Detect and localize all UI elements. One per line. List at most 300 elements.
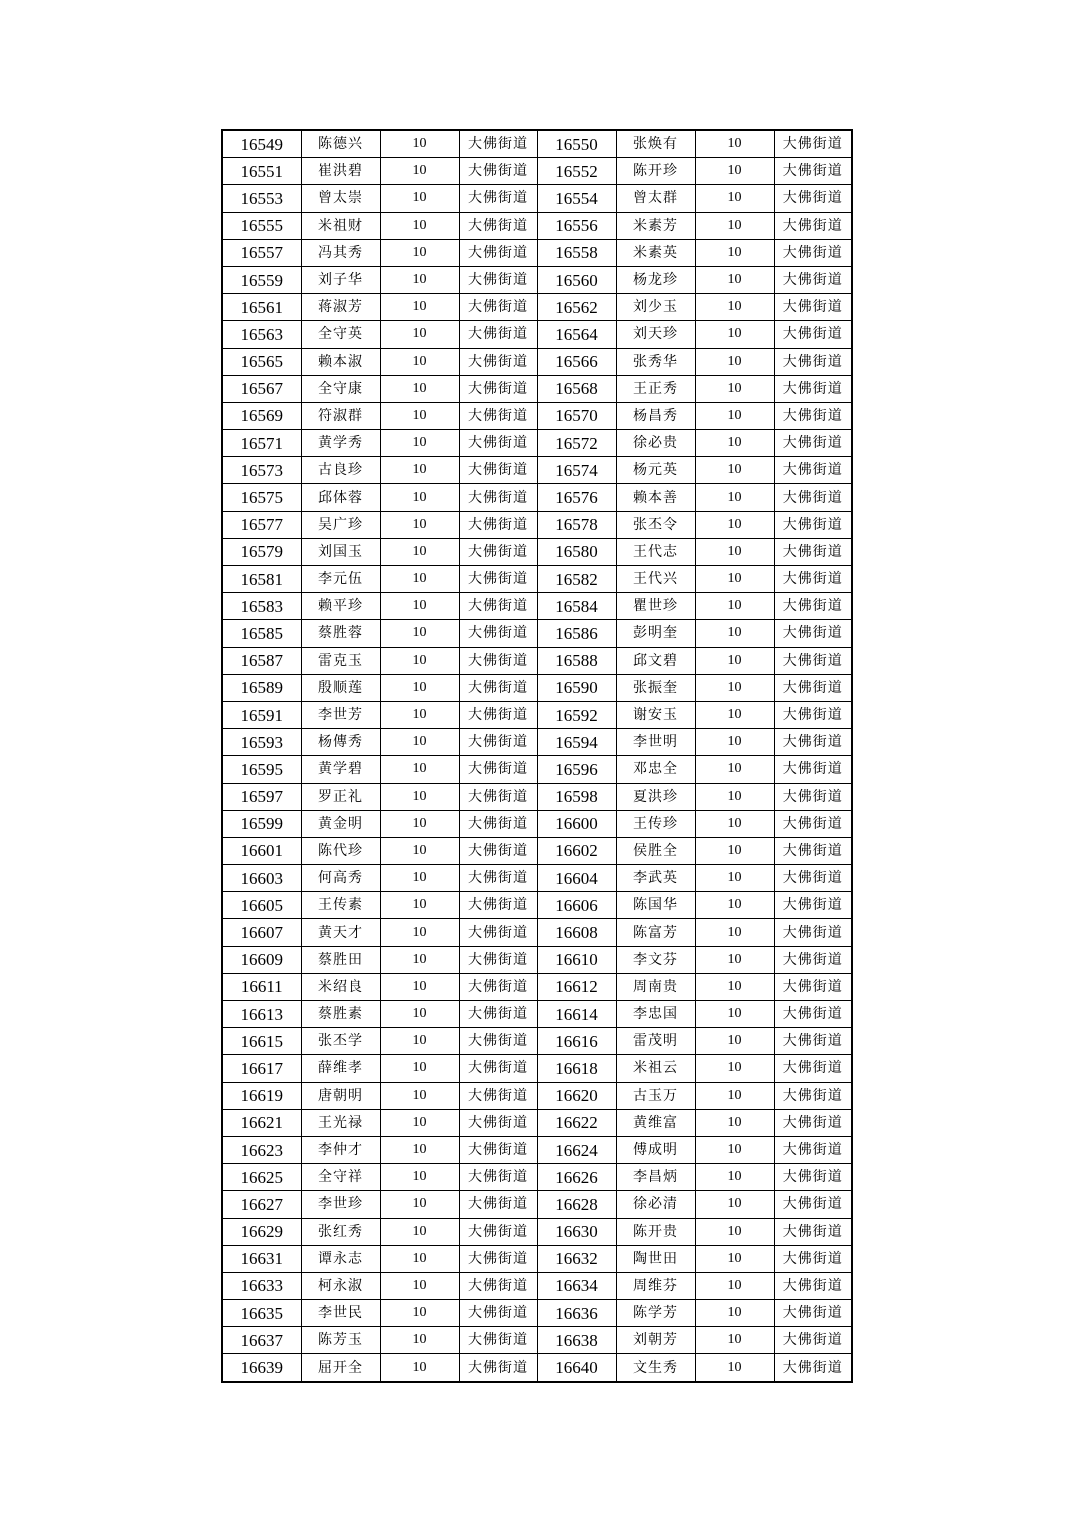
- area-name: 大佛街道: [774, 1272, 852, 1299]
- person-name: 米祖云: [616, 1055, 695, 1082]
- record-number: 16597: [222, 783, 301, 810]
- person-name: 柯永淑: [301, 1272, 380, 1299]
- table-row: [222, 973, 852, 1000]
- record-number: 16564: [537, 321, 616, 348]
- table-row: [222, 1028, 852, 1055]
- person-name: 吴广珍: [301, 511, 380, 538]
- amount-value: 10: [695, 511, 774, 538]
- person-name: 王传素: [301, 892, 380, 919]
- area-name: 大佛街道: [774, 212, 852, 239]
- amount-value: 10: [380, 294, 459, 321]
- person-name: 赖本淑: [301, 348, 380, 375]
- amount-value: 10: [380, 1245, 459, 1272]
- person-name: 邱文碧: [616, 647, 695, 674]
- person-name: 杨昌秀: [616, 402, 695, 429]
- amount-value: 10: [695, 185, 774, 212]
- record-number: 16556: [537, 212, 616, 239]
- record-number: 16612: [537, 973, 616, 1000]
- record-number: 16567: [222, 375, 301, 402]
- person-name: 古良珍: [301, 457, 380, 484]
- person-name: 陈学芳: [616, 1300, 695, 1327]
- record-number: 16579: [222, 538, 301, 565]
- record-number: 16606: [537, 892, 616, 919]
- area-name: 大佛街道: [774, 158, 852, 185]
- record-number: 16627: [222, 1191, 301, 1218]
- record-number: 16591: [222, 701, 301, 728]
- area-name: 大佛街道: [774, 430, 852, 457]
- area-name: 大佛街道: [459, 511, 537, 538]
- person-name: 李世民: [301, 1300, 380, 1327]
- table-row: [222, 402, 852, 429]
- table-row: [222, 647, 852, 674]
- table-row: [222, 1055, 852, 1082]
- person-name: 侯胜全: [616, 837, 695, 864]
- area-name: 大佛街道: [774, 484, 852, 511]
- table-row: [222, 620, 852, 647]
- person-name: 全守康: [301, 375, 380, 402]
- record-number: 16601: [222, 837, 301, 864]
- amount-value: 10: [695, 973, 774, 1000]
- amount-value: 10: [695, 1300, 774, 1327]
- record-number: 16607: [222, 919, 301, 946]
- amount-value: 10: [695, 674, 774, 701]
- person-name: 谭永志: [301, 1245, 380, 1272]
- person-name: 米祖财: [301, 212, 380, 239]
- area-name: 大佛街道: [459, 783, 537, 810]
- person-name: 夏洪珍: [616, 783, 695, 810]
- person-name: 黄维富: [616, 1109, 695, 1136]
- person-name: 米素芳: [616, 212, 695, 239]
- area-name: 大佛街道: [459, 1082, 537, 1109]
- table-row: [222, 266, 852, 293]
- area-name: 大佛街道: [459, 837, 537, 864]
- amount-value: 10: [695, 729, 774, 756]
- table-row: [222, 783, 852, 810]
- area-name: 大佛街道: [459, 294, 537, 321]
- record-number: 16623: [222, 1136, 301, 1163]
- record-number: 16582: [537, 566, 616, 593]
- area-name: 大佛街道: [459, 1109, 537, 1136]
- area-name: 大佛街道: [459, 321, 537, 348]
- amount-value: 10: [695, 701, 774, 728]
- person-name: 李仲才: [301, 1136, 380, 1163]
- record-number: 16559: [222, 266, 301, 293]
- record-number: 16614: [537, 1001, 616, 1028]
- record-number: 16565: [222, 348, 301, 375]
- record-number: 16549: [222, 130, 301, 158]
- record-number: 16560: [537, 266, 616, 293]
- record-number: 16570: [537, 402, 616, 429]
- area-name: 大佛街道: [774, 620, 852, 647]
- area-name: 大佛街道: [774, 185, 852, 212]
- amount-value: 10: [695, 919, 774, 946]
- person-name: 陈开珍: [616, 158, 695, 185]
- table-row: [222, 837, 852, 864]
- person-name: 陈芳玉: [301, 1327, 380, 1354]
- area-name: 大佛街道: [459, 1001, 537, 1028]
- area-name: 大佛街道: [459, 212, 537, 239]
- record-number: 16590: [537, 674, 616, 701]
- amount-value: 10: [380, 1327, 459, 1354]
- person-name: 陈开贵: [616, 1218, 695, 1245]
- person-name: 周南贵: [616, 973, 695, 1000]
- person-name: 李文芬: [616, 946, 695, 973]
- area-name: 大佛街道: [459, 973, 537, 1000]
- record-number: 16624: [537, 1136, 616, 1163]
- amount-value: 10: [695, 1272, 774, 1299]
- table-row: [222, 865, 852, 892]
- person-name: 李世珍: [301, 1191, 380, 1218]
- person-name: 米素英: [616, 239, 695, 266]
- record-number: 16598: [537, 783, 616, 810]
- area-name: 大佛街道: [459, 1327, 537, 1354]
- person-name: 黄学碧: [301, 756, 380, 783]
- area-name: 大佛街道: [774, 810, 852, 837]
- area-name: 大佛街道: [459, 674, 537, 701]
- record-number: 16575: [222, 484, 301, 511]
- record-number: 16587: [222, 647, 301, 674]
- amount-value: 10: [380, 729, 459, 756]
- person-name: 王传珍: [616, 810, 695, 837]
- area-name: 大佛街道: [459, 158, 537, 185]
- area-name: 大佛街道: [774, 511, 852, 538]
- record-number: 16592: [537, 701, 616, 728]
- area-name: 大佛街道: [774, 701, 852, 728]
- amount-value: 10: [695, 1136, 774, 1163]
- amount-value: 10: [380, 1082, 459, 1109]
- amount-value: 10: [380, 566, 459, 593]
- area-name: 大佛街道: [459, 620, 537, 647]
- record-number: 16584: [537, 593, 616, 620]
- record-number: 16608: [537, 919, 616, 946]
- area-name: 大佛街道: [459, 1245, 537, 1272]
- table-row: [222, 810, 852, 837]
- table-row: [222, 538, 852, 565]
- person-name: 徐必清: [616, 1191, 695, 1218]
- person-name: 王代兴: [616, 566, 695, 593]
- record-number: 16555: [222, 212, 301, 239]
- table-row: [222, 1327, 852, 1354]
- amount-value: 10: [695, 1245, 774, 1272]
- person-name: 屈开全: [301, 1354, 380, 1382]
- record-number: 16604: [537, 865, 616, 892]
- record-number: 16589: [222, 674, 301, 701]
- table-row: [222, 130, 852, 158]
- area-name: 大佛街道: [774, 239, 852, 266]
- area-name: 大佛街道: [774, 348, 852, 375]
- record-number: 16635: [222, 1300, 301, 1327]
- person-name: 傅成明: [616, 1136, 695, 1163]
- area-name: 大佛街道: [459, 538, 537, 565]
- area-name: 大佛街道: [459, 430, 537, 457]
- person-name: 彭明奎: [616, 620, 695, 647]
- amount-value: 10: [695, 484, 774, 511]
- person-name: 徐必贵: [616, 430, 695, 457]
- table-row: [222, 375, 852, 402]
- amount-value: 10: [380, 239, 459, 266]
- amount-value: 10: [695, 1055, 774, 1082]
- person-name: 谢安玉: [616, 701, 695, 728]
- amount-value: 10: [695, 783, 774, 810]
- table-row: [222, 701, 852, 728]
- person-name: 古玉万: [616, 1082, 695, 1109]
- amount-value: 10: [380, 810, 459, 837]
- table-row: [222, 1001, 852, 1028]
- record-number: 16580: [537, 538, 616, 565]
- record-number: 16551: [222, 158, 301, 185]
- amount-value: 10: [695, 321, 774, 348]
- record-number: 16629: [222, 1218, 301, 1245]
- amount-value: 10: [695, 1327, 774, 1354]
- area-name: 大佛街道: [459, 1136, 537, 1163]
- amount-value: 10: [380, 647, 459, 674]
- record-number: 16554: [537, 185, 616, 212]
- area-name: 大佛街道: [774, 756, 852, 783]
- amount-value: 10: [380, 593, 459, 620]
- person-name: 赖本善: [616, 484, 695, 511]
- area-name: 大佛街道: [459, 402, 537, 429]
- person-name: 李武英: [616, 865, 695, 892]
- area-name: 大佛街道: [459, 593, 537, 620]
- record-number: 16561: [222, 294, 301, 321]
- amount-value: 10: [695, 1164, 774, 1191]
- area-name: 大佛街道: [774, 1191, 852, 1218]
- area-name: 大佛街道: [774, 1354, 852, 1382]
- amount-value: 10: [380, 1136, 459, 1163]
- amount-value: 10: [380, 783, 459, 810]
- area-name: 大佛街道: [459, 130, 537, 158]
- record-number: 16585: [222, 620, 301, 647]
- table-row: [222, 185, 852, 212]
- record-number: 16634: [537, 1272, 616, 1299]
- area-name: 大佛街道: [774, 1028, 852, 1055]
- person-name: 张丕学: [301, 1028, 380, 1055]
- record-number: 16573: [222, 457, 301, 484]
- amount-value: 10: [380, 185, 459, 212]
- amount-value: 10: [380, 701, 459, 728]
- person-name: 冯其秀: [301, 239, 380, 266]
- record-number: 16595: [222, 756, 301, 783]
- person-name: 刘朝芳: [616, 1327, 695, 1354]
- table-row: [222, 430, 852, 457]
- amount-value: 10: [695, 212, 774, 239]
- amount-value: 10: [695, 837, 774, 864]
- table-row: [222, 946, 852, 973]
- table-row: [222, 1218, 852, 1245]
- person-name: 陈国华: [616, 892, 695, 919]
- person-name: 瞿世珍: [616, 593, 695, 620]
- person-name: 李世明: [616, 729, 695, 756]
- record-number: 16626: [537, 1164, 616, 1191]
- amount-value: 10: [380, 1272, 459, 1299]
- table-row: [222, 239, 852, 266]
- amount-value: 10: [380, 212, 459, 239]
- area-name: 大佛街道: [774, 837, 852, 864]
- person-name: 蔡胜蓉: [301, 620, 380, 647]
- area-name: 大佛街道: [774, 1164, 852, 1191]
- amount-value: 10: [380, 321, 459, 348]
- amount-value: 10: [695, 810, 774, 837]
- record-number: 16640: [537, 1354, 616, 1382]
- area-name: 大佛街道: [774, 1327, 852, 1354]
- amount-value: 10: [695, 892, 774, 919]
- record-number: 16615: [222, 1028, 301, 1055]
- table-row: [222, 457, 852, 484]
- area-name: 大佛街道: [774, 1300, 852, 1327]
- amount-value: 10: [695, 756, 774, 783]
- area-name: 大佛街道: [774, 1218, 852, 1245]
- table-row: [222, 674, 852, 701]
- area-name: 大佛街道: [774, 729, 852, 756]
- table-row: [222, 511, 852, 538]
- person-name: 邱体蓉: [301, 484, 380, 511]
- record-number: 16568: [537, 375, 616, 402]
- person-name: 全守祥: [301, 1164, 380, 1191]
- record-number: 16632: [537, 1245, 616, 1272]
- table-row: [222, 729, 852, 756]
- area-name: 大佛街道: [774, 674, 852, 701]
- record-number: 16599: [222, 810, 301, 837]
- amount-value: 10: [380, 1055, 459, 1082]
- area-name: 大佛街道: [459, 647, 537, 674]
- amount-value: 10: [695, 1218, 774, 1245]
- area-name: 大佛街道: [459, 810, 537, 837]
- amount-value: 10: [380, 375, 459, 402]
- record-number: 16611: [222, 973, 301, 1000]
- amount-value: 10: [695, 266, 774, 293]
- person-name: 张红秀: [301, 1218, 380, 1245]
- amount-value: 10: [695, 1028, 774, 1055]
- table-row: [222, 1300, 852, 1327]
- amount-value: 10: [695, 158, 774, 185]
- area-name: 大佛街道: [774, 647, 852, 674]
- person-name: 符淑群: [301, 402, 380, 429]
- table-row: [222, 212, 852, 239]
- record-number: 16621: [222, 1109, 301, 1136]
- person-name: 杨元英: [616, 457, 695, 484]
- area-name: 大佛街道: [774, 266, 852, 293]
- record-number: 16628: [537, 1191, 616, 1218]
- table-row: [222, 294, 852, 321]
- person-name: 张振奎: [616, 674, 695, 701]
- table-row: [222, 1245, 852, 1272]
- record-number: 16618: [537, 1055, 616, 1082]
- area-name: 大佛街道: [774, 321, 852, 348]
- person-name: 刘子华: [301, 266, 380, 293]
- area-name: 大佛街道: [459, 729, 537, 756]
- person-name: 何高秀: [301, 865, 380, 892]
- table-row: [222, 321, 852, 348]
- amount-value: 10: [695, 620, 774, 647]
- amount-value: 10: [380, 1218, 459, 1245]
- person-name: 刘天珍: [616, 321, 695, 348]
- record-number: 16577: [222, 511, 301, 538]
- person-name: 全守英: [301, 321, 380, 348]
- amount-value: 10: [380, 130, 459, 158]
- record-number: 16572: [537, 430, 616, 457]
- person-name: 殷顺莲: [301, 674, 380, 701]
- person-name: 刘少玉: [616, 294, 695, 321]
- amount-value: 10: [695, 294, 774, 321]
- table-row: [222, 1109, 852, 1136]
- record-number: 16622: [537, 1109, 616, 1136]
- area-name: 大佛街道: [459, 1272, 537, 1299]
- area-name: 大佛街道: [459, 1191, 537, 1218]
- area-name: 大佛街道: [774, 946, 852, 973]
- area-name: 大佛街道: [459, 457, 537, 484]
- amount-value: 10: [695, 946, 774, 973]
- amount-value: 10: [380, 1164, 459, 1191]
- record-number: 16600: [537, 810, 616, 837]
- person-name: 罗正礼: [301, 783, 380, 810]
- area-name: 大佛街道: [774, 402, 852, 429]
- amount-value: 10: [380, 674, 459, 701]
- table-row: [222, 1136, 852, 1163]
- person-name: 张秀华: [616, 348, 695, 375]
- area-name: 大佛街道: [774, 1245, 852, 1272]
- record-number: 16630: [537, 1218, 616, 1245]
- amount-value: 10: [695, 457, 774, 484]
- area-name: 大佛街道: [774, 130, 852, 158]
- amount-value: 10: [380, 892, 459, 919]
- person-name: 曾太群: [616, 185, 695, 212]
- area-name: 大佛街道: [774, 1055, 852, 1082]
- area-name: 大佛街道: [774, 973, 852, 1000]
- person-name: 唐朝明: [301, 1082, 380, 1109]
- table-row: [222, 1164, 852, 1191]
- person-name: 陈代珍: [301, 837, 380, 864]
- person-name: 陈德兴: [301, 130, 380, 158]
- record-number: 16583: [222, 593, 301, 620]
- area-name: 大佛街道: [774, 294, 852, 321]
- person-name: 李世芳: [301, 701, 380, 728]
- person-name: 李昌炳: [616, 1164, 695, 1191]
- amount-value: 10: [695, 402, 774, 429]
- person-name: 周维芬: [616, 1272, 695, 1299]
- amount-value: 10: [380, 919, 459, 946]
- record-number: 16610: [537, 946, 616, 973]
- area-name: 大佛街道: [459, 701, 537, 728]
- record-number: 16552: [537, 158, 616, 185]
- amount-value: 10: [695, 566, 774, 593]
- person-name: 蒋淑芳: [301, 294, 380, 321]
- record-number: 16588: [537, 647, 616, 674]
- amount-value: 10: [380, 1354, 459, 1382]
- person-name: 薛维孝: [301, 1055, 380, 1082]
- record-number: 16596: [537, 756, 616, 783]
- amount-value: 10: [380, 1300, 459, 1327]
- area-name: 大佛街道: [459, 1300, 537, 1327]
- record-number: 16562: [537, 294, 616, 321]
- amount-value: 10: [380, 484, 459, 511]
- amount-value: 10: [380, 402, 459, 429]
- roster-table: [221, 129, 853, 1383]
- record-number: 16619: [222, 1082, 301, 1109]
- table-row: [222, 158, 852, 185]
- person-name: 张焕有: [616, 130, 695, 158]
- area-name: 大佛街道: [459, 1218, 537, 1245]
- record-number: 16602: [537, 837, 616, 864]
- person-name: 邓忠全: [616, 756, 695, 783]
- person-name: 王正秀: [616, 375, 695, 402]
- record-number: 16613: [222, 1001, 301, 1028]
- table-row: [222, 756, 852, 783]
- amount-value: 10: [695, 430, 774, 457]
- person-name: 刘国玉: [301, 538, 380, 565]
- amount-value: 10: [695, 130, 774, 158]
- record-number: 16594: [537, 729, 616, 756]
- amount-value: 10: [380, 430, 459, 457]
